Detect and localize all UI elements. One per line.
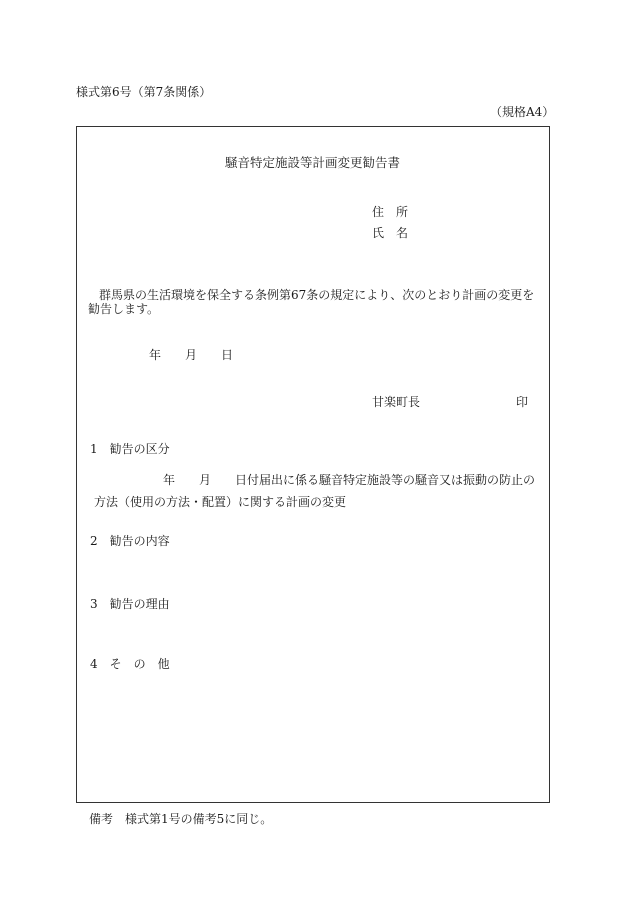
name-label: 氏 名 [372,226,409,240]
note: 備考 様式第1号の備考5に同じ。 [89,812,273,826]
section-1-line-1: 年 月 日付届出に係る騒音特定施設等の騒音又は振動の防止の [163,473,536,487]
seal-mark: 印 [516,395,529,409]
form-frame [76,126,550,803]
section-1-line-2: 方法（使用の方法・配置）に関する計画の変更 [94,495,347,509]
document-title: 騒音特定施設等計画変更勧告書 [225,155,401,170]
section-1-heading: 1 勧告の区分 [90,442,170,456]
paper-size: （規格A4） [490,105,555,119]
intro-line-1: 群馬県の生活環境を保全する条例第67条の規定により、次のとおり計画の変更を [99,288,535,302]
section-2-heading: 2 勧告の内容 [90,534,170,548]
form-number: 様式第6号（第7条関係） [76,85,212,99]
intro-line-2: 勧告します。 [88,302,160,316]
section-3-heading: 3 勧告の理由 [90,597,170,611]
issuer-title: 甘楽町長 [372,395,421,409]
section-4-heading: 4 そ の 他 [90,657,170,671]
address-label: 住 所 [372,205,409,219]
date-line: 年 月 日 [149,348,234,362]
